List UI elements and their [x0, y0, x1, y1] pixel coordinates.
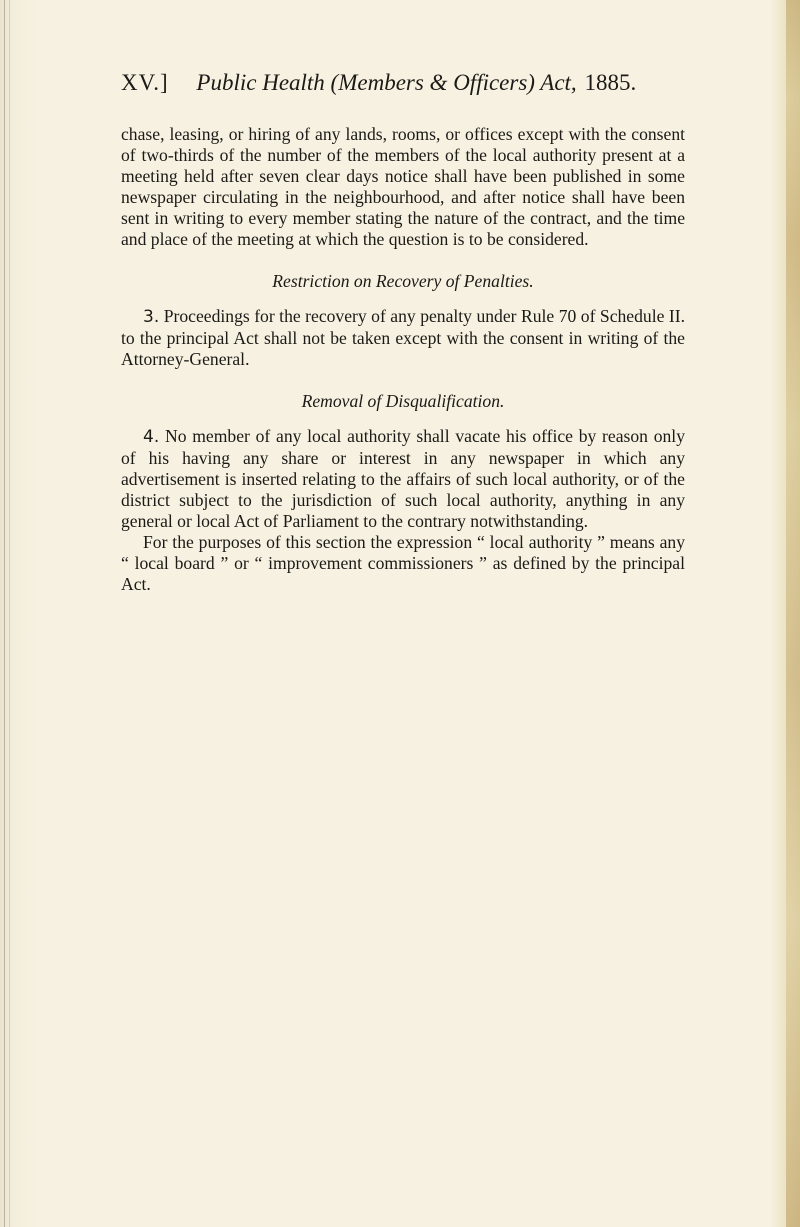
section-text: No member of any local authority shall vacate his office by reason only of his having any share or interest in any newspaper in which any advertisement is inserted relating to the affairs of such local authority, or of the district subject to the jurisdiction of such local authority, anything in any general or local Act of Parliament to the contrary notwithstanding.	[121, 426, 685, 531]
section-4-definition: For the purposes of this section the expression “ local authority ” means any “ local board ” or “ improvement commissioners ” as defined by the principal Act.	[121, 532, 685, 594]
section-heading-penalties: Restriction on Recovery of Penalties.	[272, 271, 534, 291]
act-title: Public Health (Members & Officers) Act,	[196, 70, 577, 95]
page-edge	[786, 0, 800, 1227]
section-number: 3.	[143, 307, 160, 327]
chapter-number: XV.]	[121, 70, 169, 95]
section-heading-disqualification: Removal of Disqualification.	[301, 391, 505, 411]
section-number: 4.	[143, 427, 160, 447]
page-body	[121, 124, 685, 595]
section-text: Proceedings for the recovery of any penalty under Rule 70 of Schedule II. to the principal Act shall not be taken except with the consent in writing of the Attorney-General.	[121, 306, 685, 369]
section-4-paragraph	[121, 426, 685, 532]
act-year: 1885.	[584, 70, 637, 95]
section-3-paragraph	[121, 306, 685, 370]
gutter-line	[4, 0, 5, 1227]
running-header	[121, 70, 721, 110]
gutter-line	[9, 0, 10, 1227]
continuation-paragraph: chase, leasing, or hiring of any lands, rooms, or offices except with the consent of two-thirds of the number of the members of the local authority present at a meeting held after seven clear days notice shall have been published in some newspaper circulating in the neighbourhood, and after notice shall have been sent in writing to every member stating the nature of the contract, and the time and place of the meeting at which the question is to be considered.	[121, 124, 685, 249]
